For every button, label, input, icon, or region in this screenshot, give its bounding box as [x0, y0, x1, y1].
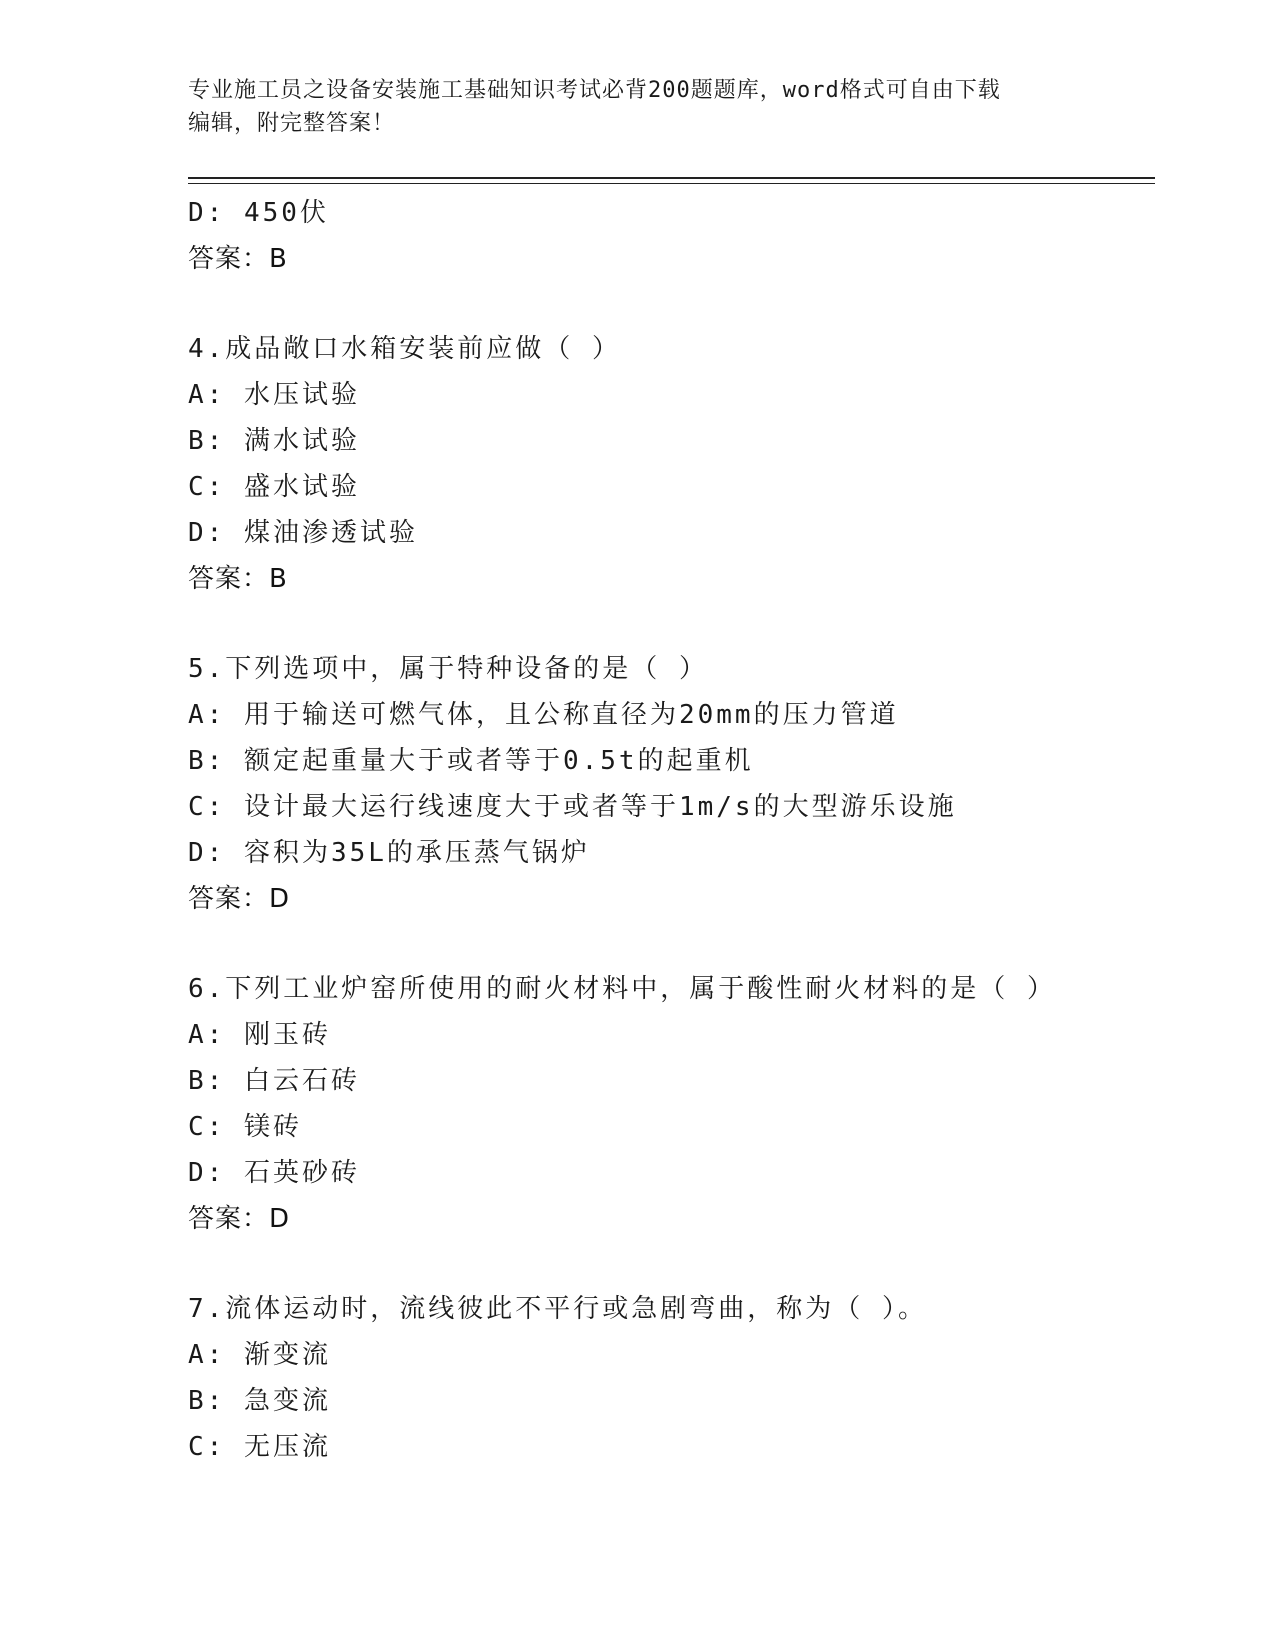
option-a: A: 刚玉砖 — [188, 1020, 331, 1050]
option-a: A: 渐变流 — [188, 1340, 331, 1370]
option-b: B: 急变流 — [188, 1386, 331, 1416]
option-c: C: 设计最大运行线速度大于或者等于1m/s的大型游乐设施 — [188, 792, 957, 822]
option-c: C: 镁砖 — [188, 1112, 302, 1142]
spacer — [188, 282, 1148, 326]
question-stem: 5.下列选项中，属于特种设备的是（ ） — [188, 654, 708, 684]
answer-line: 答案：B — [188, 244, 288, 274]
option-c: C: 盛水试验 — [188, 472, 360, 502]
option-a: A: 用于输送可燃气体，且公称直径为20mm的压力管道 — [188, 700, 899, 730]
answer-line: 答案：D — [188, 1204, 291, 1234]
question-list — [188, 190, 1148, 1470]
header-divider-thin — [188, 183, 1155, 184]
question-stem: 7.流体运动时，流线彼此不平行或急剧弯曲，称为（ ）。 — [188, 1294, 927, 1324]
option-d: D: 石英砂砖 — [188, 1158, 360, 1188]
document-header — [188, 74, 1088, 140]
option-b: B: 白云石砖 — [188, 1066, 360, 1096]
answer-line: 答案：B — [188, 564, 288, 594]
option-b: B: 额定起重量大于或者等于0.5t的起重机 — [188, 746, 754, 776]
question-stem: 4.成品敞口水箱安装前应做（ ） — [188, 334, 621, 364]
option-c: C: 无压流 — [188, 1432, 331, 1462]
spacer — [188, 922, 1148, 966]
spacer — [188, 602, 1148, 646]
header-title-line-2: 编辑，附完整答案！ — [188, 111, 396, 136]
option-d: D: 煤油渗透试验 — [188, 518, 418, 548]
spacer — [188, 1242, 1148, 1286]
answer-line: 答案：D — [188, 884, 291, 914]
option-d: D: 450伏 — [188, 198, 329, 228]
header-divider-thick — [188, 177, 1155, 179]
header-title-line-1: 专业施工员之设备安装施工基础知识考试必背200题题库，word格式可自由下载 — [188, 78, 1001, 103]
question-stem: 6.下列工业炉窑所使用的耐火材料中，属于酸性耐火材料的是（ ） — [188, 974, 1056, 1004]
option-b: B: 满水试验 — [188, 426, 360, 456]
option-d: D: 容积为35L的承压蒸气锅炉 — [188, 838, 590, 868]
option-a: A: 水压试验 — [188, 380, 360, 410]
